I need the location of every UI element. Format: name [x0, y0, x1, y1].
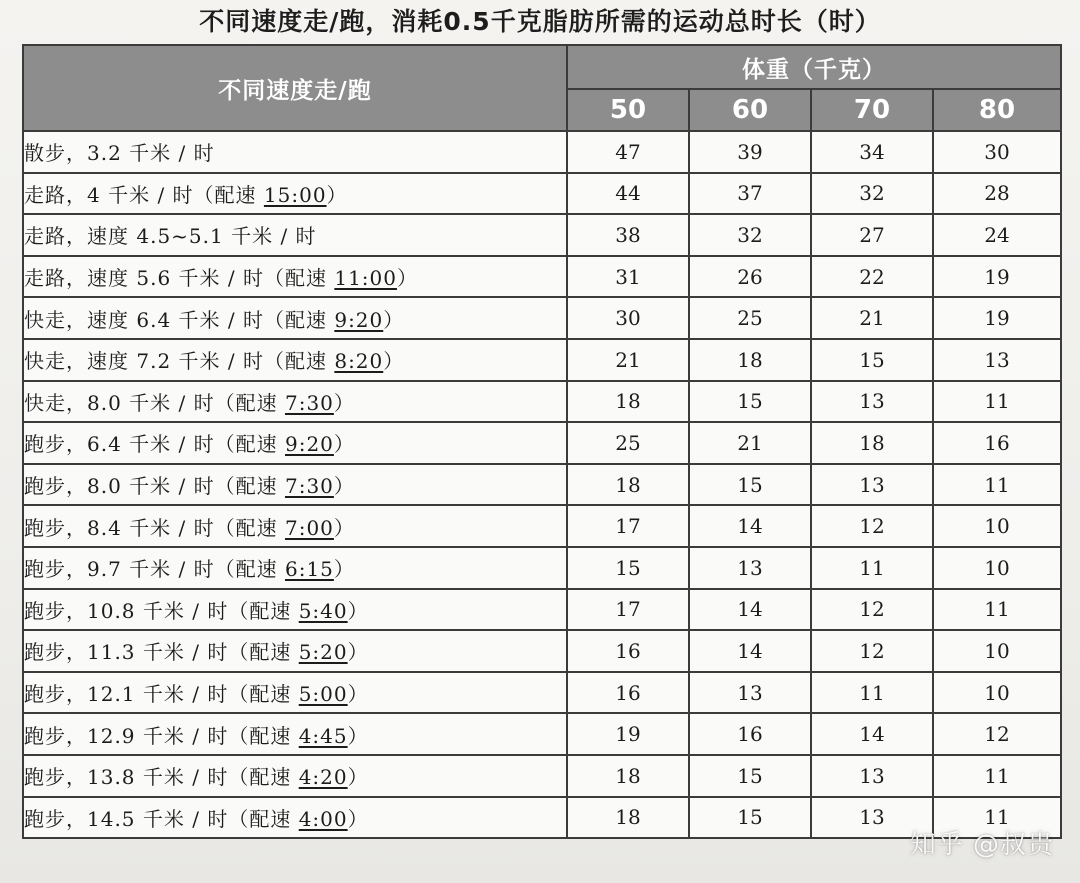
activity-label: 走路，速度 4.5~5.1 千米 / 时 — [24, 224, 317, 249]
row-header: 不同速度走/跑 — [23, 45, 567, 131]
table-row — [23, 755, 1061, 797]
value-cell-60kg: 18 — [689, 339, 811, 381]
table-row — [23, 505, 1061, 547]
pace-prefix: （配速 — [193, 182, 264, 207]
value-cell-60kg: 21 — [689, 422, 811, 464]
pace-prefix: （配速 — [263, 266, 335, 291]
pace-prefix: （配速 — [214, 474, 285, 499]
value-cell-50kg: 18 — [567, 381, 689, 423]
activity-cell — [23, 547, 567, 589]
value-cell-80kg: 10 — [933, 672, 1061, 714]
value-cell-80kg: 30 — [933, 131, 1061, 173]
value-cell-80kg: 11 — [933, 589, 1061, 631]
pace-suffix: ） — [347, 682, 369, 707]
pace-suffix: ） — [333, 390, 355, 415]
page-title: 不同速度走/跑，消耗0.5千克脂肪所需的运动总时长（时） — [199, 7, 881, 36]
table-row — [23, 339, 1061, 381]
pace-suffix: ） — [347, 723, 369, 748]
value-cell-50kg: 31 — [567, 256, 689, 298]
activity-label: 跑步，8.4 千米 / 时 — [24, 515, 215, 540]
value-cell-70kg: 27 — [811, 214, 933, 256]
value-cell-70kg: 32 — [811, 173, 933, 215]
value-cell-80kg: 12 — [933, 713, 1061, 755]
activity-cell — [23, 131, 567, 173]
activity-cell — [23, 297, 567, 339]
pace-prefix: （配速 — [228, 640, 299, 665]
weight-header-60: 60 — [689, 89, 811, 131]
value-cell-50kg: 19 — [567, 713, 689, 755]
table-row — [23, 630, 1061, 672]
value-cell-80kg: 11 — [933, 381, 1061, 423]
value-cell-70kg: 11 — [811, 547, 933, 589]
table-row — [23, 464, 1061, 506]
value-cell-80kg: 11 — [933, 755, 1061, 797]
value-cell-70kg: 34 — [811, 131, 933, 173]
value-cell-80kg: 19 — [933, 297, 1061, 339]
value-cell-50kg: 30 — [567, 297, 689, 339]
pace-prefix: （配速 — [228, 806, 299, 831]
pace-prefix: （配速 — [228, 765, 299, 790]
pace-value: 7:30 — [284, 474, 334, 499]
value-cell-50kg: 18 — [567, 755, 689, 797]
table-row — [23, 214, 1061, 256]
value-cell-60kg: 25 — [689, 297, 811, 339]
table-row — [23, 422, 1061, 464]
activity-label: 跑步，6.4 千米 / 时 — [24, 432, 215, 457]
activity-label: 散步，3.2 千米 / 时 — [24, 141, 215, 166]
weight-header-80: 80 — [933, 89, 1061, 131]
pace-value: 5:00 — [298, 682, 348, 707]
table-row — [23, 589, 1061, 631]
value-cell-60kg: 32 — [689, 214, 811, 256]
pace-suffix: ） — [333, 432, 355, 457]
activity-label: 快走，速度 7.2 千米 / 时 — [24, 349, 264, 374]
value-cell-60kg: 15 — [689, 755, 811, 797]
value-cell-50kg: 18 — [567, 464, 689, 506]
table-row — [23, 547, 1061, 589]
value-cell-60kg: 13 — [689, 672, 811, 714]
pace-value: 5:20 — [298, 640, 348, 665]
pace-value: 5:40 — [298, 598, 348, 623]
value-cell-60kg: 15 — [689, 381, 811, 423]
pace-value: 4:00 — [298, 806, 348, 831]
activity-label: 跑步，8.0 千米 / 时 — [24, 474, 215, 499]
activity-cell — [23, 256, 567, 298]
pace-prefix: （配速 — [214, 557, 285, 582]
pace-suffix: ） — [326, 182, 348, 207]
pace-value: 8:20 — [334, 349, 384, 374]
activity-cell — [23, 672, 567, 714]
value-cell-80kg: 16 — [933, 422, 1061, 464]
pace-prefix: （配速 — [228, 723, 299, 748]
value-cell-70kg: 11 — [811, 672, 933, 714]
pace-suffix: ） — [347, 598, 369, 623]
pace-value: 11:00 — [334, 266, 397, 291]
value-cell-60kg: 16 — [689, 713, 811, 755]
activity-cell — [23, 464, 567, 506]
activity-label: 跑步，13.8 千米 / 时 — [24, 765, 229, 790]
weight-header-70: 70 — [811, 89, 933, 131]
activity-cell — [23, 214, 567, 256]
value-cell-70kg: 13 — [811, 464, 933, 506]
activity-cell — [23, 713, 567, 755]
value-cell-60kg: 15 — [689, 797, 811, 839]
value-cell-60kg: 13 — [689, 547, 811, 589]
activity-cell — [23, 589, 567, 631]
value-cell-50kg: 17 — [567, 589, 689, 631]
value-cell-70kg: 12 — [811, 505, 933, 547]
value-cell-60kg: 14 — [689, 589, 811, 631]
activity-cell — [23, 630, 567, 672]
pace-value: 7:00 — [284, 515, 334, 540]
pace-suffix: ） — [383, 349, 405, 374]
pace-value: 9:20 — [334, 307, 384, 332]
value-cell-70kg: 13 — [811, 797, 933, 839]
value-cell-60kg: 39 — [689, 131, 811, 173]
value-cell-80kg: 24 — [933, 214, 1061, 256]
pace-prefix: （配速 — [214, 390, 285, 415]
value-cell-60kg: 26 — [689, 256, 811, 298]
table-row — [23, 797, 1061, 839]
pace-suffix: ） — [347, 765, 369, 790]
weight-header-50: 50 — [567, 89, 689, 131]
value-cell-50kg: 25 — [567, 422, 689, 464]
pace-value: 9:20 — [284, 432, 334, 457]
table-row — [23, 173, 1061, 215]
activity-label: 跑步，10.8 千米 / 时 — [24, 598, 229, 623]
activity-cell — [23, 173, 567, 215]
pace-suffix: ） — [396, 266, 418, 291]
value-cell-50kg: 16 — [567, 630, 689, 672]
activity-label: 走路，速度 5.6 千米 / 时 — [24, 266, 264, 291]
value-cell-50kg: 16 — [567, 672, 689, 714]
activity-cell — [23, 381, 567, 423]
activity-label: 跑步，12.1 千米 / 时 — [24, 682, 229, 707]
value-cell-80kg: 10 — [933, 630, 1061, 672]
calorie-table — [22, 44, 1062, 839]
value-cell-70kg: 12 — [811, 630, 933, 672]
pace-value: 4:45 — [298, 723, 348, 748]
pace-prefix: （配速 — [263, 349, 335, 374]
pace-suffix: ） — [383, 307, 405, 332]
value-cell-50kg: 18 — [567, 797, 689, 839]
value-cell-60kg: 15 — [689, 464, 811, 506]
pace-suffix: ） — [347, 806, 369, 831]
pace-prefix: （配速 — [214, 515, 285, 540]
value-cell-80kg: 11 — [933, 464, 1061, 506]
value-cell-70kg: 15 — [811, 339, 933, 381]
value-cell-80kg: 28 — [933, 173, 1061, 215]
pace-value: 6:15 — [284, 557, 334, 582]
pace-value: 7:30 — [284, 390, 334, 415]
activity-label: 跑步，14.5 千米 / 时 — [24, 806, 229, 831]
pace-suffix: ） — [333, 515, 355, 540]
value-cell-70kg: 13 — [811, 381, 933, 423]
table-row — [23, 256, 1061, 298]
pace-prefix: （配速 — [228, 682, 299, 707]
value-cell-80kg: 10 — [933, 547, 1061, 589]
value-cell-70kg: 18 — [811, 422, 933, 464]
value-cell-70kg: 12 — [811, 589, 933, 631]
table-row — [23, 713, 1061, 755]
activity-label: 跑步，12.9 千米 / 时 — [24, 723, 229, 748]
value-cell-50kg: 44 — [567, 173, 689, 215]
pace-prefix: （配速 — [228, 598, 299, 623]
activity-cell — [23, 505, 567, 547]
value-cell-50kg: 21 — [567, 339, 689, 381]
pace-value: 15:00 — [263, 182, 327, 207]
value-cell-50kg: 15 — [567, 547, 689, 589]
value-cell-70kg: 21 — [811, 297, 933, 339]
table-row — [23, 381, 1061, 423]
value-cell-50kg: 38 — [567, 214, 689, 256]
value-cell-50kg: 17 — [567, 505, 689, 547]
activity-label: 跑步，11.3 千米 / 时 — [24, 640, 229, 665]
value-cell-80kg: 10 — [933, 505, 1061, 547]
activity-label: 跑步，9.7 千米 / 时 — [24, 557, 215, 582]
table-row — [23, 131, 1061, 173]
value-cell-80kg: 11 — [933, 797, 1061, 839]
activity-cell — [23, 755, 567, 797]
value-cell-60kg: 14 — [689, 505, 811, 547]
pace-prefix: （配速 — [263, 307, 335, 332]
pace-suffix: ） — [347, 640, 369, 665]
activity-cell — [23, 339, 567, 381]
value-cell-80kg: 13 — [933, 339, 1061, 381]
value-cell-80kg: 19 — [933, 256, 1061, 298]
value-cell-70kg: 13 — [811, 755, 933, 797]
value-cell-60kg: 37 — [689, 173, 811, 215]
activity-label: 快走，速度 6.4 千米 / 时 — [24, 307, 264, 332]
pace-value: 4:20 — [298, 765, 348, 790]
table-row — [23, 672, 1061, 714]
pace-suffix: ） — [333, 474, 355, 499]
activity-label: 快走，8.0 千米 / 时 — [24, 390, 215, 415]
value-cell-50kg: 47 — [567, 131, 689, 173]
value-cell-70kg: 22 — [811, 256, 933, 298]
pace-suffix: ） — [333, 557, 355, 582]
weight-group-header: 体重（千克） — [567, 45, 1061, 89]
activity-label: 走路，4 千米 / 时 — [24, 182, 194, 207]
value-cell-70kg: 14 — [811, 713, 933, 755]
value-cell-60kg: 14 — [689, 630, 811, 672]
watermark: 知乎 @叔贵 — [909, 830, 1054, 860]
activity-cell — [23, 797, 567, 839]
pace-prefix: （配速 — [214, 432, 285, 457]
activity-cell — [23, 422, 567, 464]
table-row — [23, 297, 1061, 339]
